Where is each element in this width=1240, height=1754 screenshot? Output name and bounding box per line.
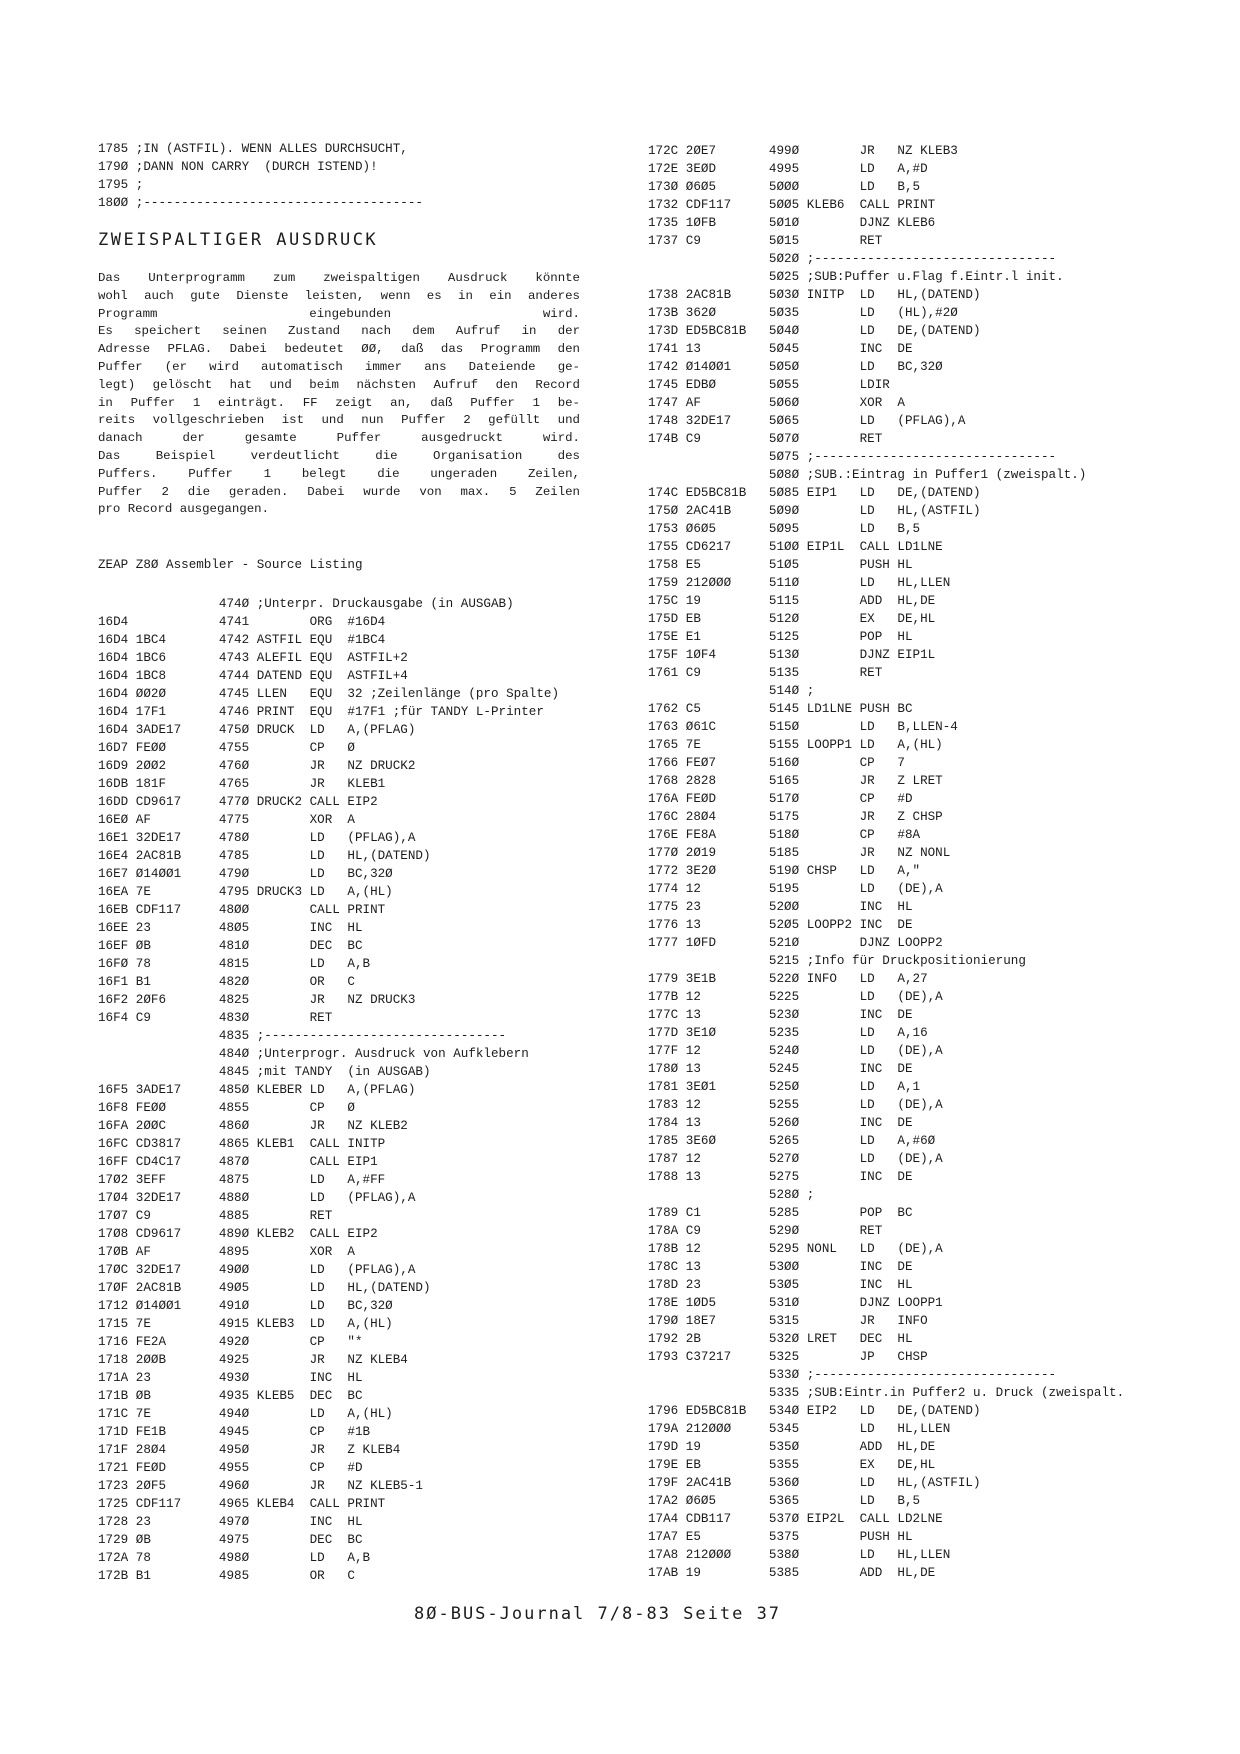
code-line: 1787 12 527Ø LD (DE),A	[648, 1152, 943, 1166]
code-line: 474Ø ;Unterpr. Druckausgabe (in AUSGAB)	[98, 597, 514, 611]
intro-comment-block	[98, 140, 423, 212]
code-line: 178A C9 529Ø RET	[648, 1224, 883, 1238]
code-line: 1745 EDBØ 5Ø55 LDIR	[648, 378, 890, 392]
code-line: 1768 2828 5165 JR Z LRET	[648, 774, 943, 788]
code-line: 1715 7E 4915 KLEB3 LD A,(HL)	[98, 1317, 393, 1331]
code-line: 1741 13 5Ø45 INC DE	[648, 342, 913, 356]
code-line: 16DB 181F 4765 JR KLEB1	[98, 777, 386, 791]
code-line: 178C 13 53ØØ INC DE	[648, 1260, 913, 1274]
code-line: 177D 3E1Ø 5235 LD A,16	[648, 1026, 928, 1040]
code-line: 16F5 3ADE17 485Ø KLEBER LD A,(PFLAG)	[98, 1083, 416, 1097]
code-line: 1721 FEØD 4955 CP #D	[98, 1461, 363, 1475]
paragraph-line: Programm eingebunden wird.	[98, 306, 580, 321]
code-line: 178B 12 5295 NONL LD (DE),A	[648, 1242, 943, 1256]
code-line: 5215 ;Info für Druckpositionierung	[648, 954, 1026, 968]
code-line: 484Ø ;Unterprogr. Ausdruck von Aufklebern	[98, 1047, 529, 1061]
paragraph-line: Puffers. Puffer 1 belegt die ungeraden Zeilen,	[98, 466, 580, 481]
comment-line: 1785 ;IN (ASTFIL). WENN ALLES DURCHSUCHT,	[98, 142, 408, 156]
code-line: 4835 ;--------------------------------	[98, 1029, 507, 1043]
code-line: 1758 E5 51Ø5 PUSH HL	[648, 558, 913, 572]
code-line: 1759 212ØØØ 511Ø LD HL,LLEN	[648, 576, 951, 590]
paragraph-line: Das Unterprogramm zum zweispaltigen Ausdruck könnte	[98, 271, 580, 285]
code-line: 177C 13 523Ø INC DE	[648, 1008, 913, 1022]
code-line: 1788 13 5275 INC DE	[648, 1170, 913, 1184]
code-line: 172C 2ØE7 499Ø JR NZ KLEB3	[648, 144, 958, 158]
code-line: 1783 12 5255 LD (DE),A	[648, 1098, 943, 1112]
code-line: 1718 2ØØB 4925 JR NZ KLEB4	[98, 1353, 408, 1367]
code-line: 16D7 FEØØ 4755 CP Ø	[98, 741, 355, 755]
paragraph-line: Adresse PFLAG. Dabei bedeutet ØØ, daß das Programm den	[98, 342, 580, 357]
code-line: 533Ø ;--------------------------------	[648, 1368, 1057, 1382]
code-line: 5335 ;SUB:Eintr.in Puffer2 u. Druck (zweispalt.	[648, 1386, 1125, 1400]
section-heading: ZWEISPALTIGER AUSDRUCK	[98, 230, 379, 250]
code-line: 175D EB 512Ø EX DE,HL	[648, 612, 936, 626]
code-line: 1737 C9 5Ø15 RET	[648, 234, 883, 248]
code-line: 171C 7E 494Ø LD A,(HL)	[98, 1407, 393, 1421]
code-line: 17A2 Ø6Ø5 5365 LD B,5	[648, 1494, 921, 1508]
code-line: 16EF ØB 481Ø DEC BC	[98, 939, 363, 953]
code-line: 174B C9 5Ø7Ø RET	[648, 432, 883, 446]
paragraph-line: in Puffer 1 einträgt. FF zeigt an, daß Puffer 1 be-	[98, 395, 580, 410]
code-line: 1761 C9 5135 RET	[648, 666, 883, 680]
code-line: 17Ø8 CD9617 489Ø KLEB2 CALL EIP2	[98, 1227, 378, 1241]
code-line: 17ØF 2AC81B 49Ø5 LD HL,(DATEND)	[98, 1281, 431, 1295]
code-line: 528Ø ;	[648, 1188, 815, 1202]
code-line: 172E 3EØD 4995 LD A,#D	[648, 162, 928, 176]
code-line: 17ØB AF 4895 XOR A	[98, 1245, 355, 1259]
code-line: 17ØC 32DE17 49ØØ LD (PFLAG),A	[98, 1263, 416, 1277]
code-line: 171B ØB 4935 KLEB5 DEC BC	[98, 1389, 363, 1403]
code-line: 1784 13 526Ø INC DE	[648, 1116, 913, 1130]
code-line: 179A 212ØØØ 5345 LD HL,LLEN	[648, 1422, 951, 1436]
assembler-title: ZEAP Z8Ø Assembler - Source Listing	[98, 558, 363, 572]
code-line: 1793 C37217 5325 JP CHSP	[648, 1350, 928, 1364]
code-line: 16F1 B1 482Ø OR C	[98, 975, 355, 989]
code-line: 177B 12 5225 LD (DE),A	[648, 990, 943, 1004]
code-line: 175F 1ØF4 513Ø DJNZ EIP1L	[648, 648, 936, 662]
code-line: 171A 23 493Ø INC HL	[98, 1371, 363, 1385]
code-line: 16E7 Ø14ØØ1 479Ø LD BC,32Ø	[98, 867, 393, 881]
code-line: 1738 2AC81B 5Ø3Ø INITP LD HL,(DATEND)	[648, 288, 981, 302]
right-source-listing	[648, 142, 1124, 1582]
code-line: 175E E1 5125 POP HL	[648, 630, 913, 644]
code-line: 17A4 CDB117 537Ø EIP2L CALL LD2LNE	[648, 1512, 943, 1526]
code-line: 179Ø 18E7 5315 JR INFO	[648, 1314, 928, 1328]
code-line: 172B B1 4985 OR C	[98, 1569, 355, 1583]
code-line: 1774 12 5195 LD (DE),A	[648, 882, 943, 896]
code-line: 1779 3E1B 522Ø INFO LD A,27	[648, 972, 928, 986]
code-line: 1747 AF 5Ø6Ø XOR A	[648, 396, 905, 410]
code-line: 174C ED5BC81B 5Ø85 EIP1 LD DE,(DATEND)	[648, 486, 981, 500]
code-line: 16FC CD3817 4865 KLEB1 CALL INITP	[98, 1137, 386, 1151]
code-line: 5Ø75 ;--------------------------------	[648, 450, 1057, 464]
paragraph-line: Puffer (er wird automatisch immer ans Dateiende ge-	[98, 359, 580, 374]
code-line: 514Ø ;	[648, 684, 815, 698]
code-line: 176C 28Ø4 5175 JR Z CHSP	[648, 810, 943, 824]
code-line: 16FF CD4C17 487Ø CALL EIP1	[98, 1155, 378, 1169]
code-line: 1763 Ø61C 515Ø LD B,LLEN-4	[648, 720, 958, 734]
code-line: 1766 FEØ7 516Ø CP 7	[648, 756, 905, 770]
code-line: 1725 CDF117 4965 KLEB4 CALL PRINT	[98, 1497, 386, 1511]
code-line: 16E1 32DE17 478Ø LD (PFLAG),A	[98, 831, 416, 845]
code-line: 177F 12 524Ø LD (DE),A	[648, 1044, 943, 1058]
paragraph-line: Das Beispiel verdeutlicht die Organisation des	[98, 448, 580, 463]
code-line: 1753 Ø6Ø5 5Ø95 LD B,5	[648, 522, 921, 536]
code-line: 1775 23 52ØØ INC HL	[648, 900, 913, 914]
comment-line: 18ØØ ;-------------------------------------	[98, 196, 423, 210]
paragraph-line: legt) gelöscht hat und beim nächsten Aufruf den Record	[98, 377, 580, 392]
code-line: 1732 CDF117 5ØØ5 KLEB6 CALL PRINT	[648, 198, 936, 212]
paragraph-line: pro Record ausgegangen.	[98, 502, 270, 517]
code-line: 1762 C5 5145 LD1LNE PUSH BC	[648, 702, 913, 716]
code-line: 179E EB 5355 EX DE,HL	[648, 1458, 936, 1472]
code-line: 17A8 212ØØØ 538Ø LD HL,LLEN	[648, 1548, 951, 1562]
code-line: 1729 ØB 4975 DEC BC	[98, 1533, 363, 1547]
code-line: 1785 3E6Ø 5265 LD A,#6Ø	[648, 1134, 936, 1148]
comment-line: 1795 ;	[98, 178, 144, 192]
paragraph-line: wohl auch gute Dienste leisten, wenn es in ein anderes	[98, 288, 580, 303]
code-line: 1765 7E 5155 LOOPP1 LD A,(HL)	[648, 738, 943, 752]
code-line: 176A FEØD 517Ø CP #D	[648, 792, 913, 806]
code-line: 16D4 17F1 4746 PRINT EQU #17F1 ;für TANDY L-Printer	[98, 705, 544, 719]
code-line: 1772 3E2Ø 519Ø CHSP LD A,"	[648, 864, 921, 878]
code-line: 1723 2ØF5 496Ø JR NZ KLEB5-1	[98, 1479, 423, 1493]
code-line: 17Ø4 32DE17 488Ø LD (PFLAG),A	[98, 1191, 416, 1205]
code-line: 16FØ 78 4815 LD A,B	[98, 957, 371, 971]
code-line: 1781 3EØ1 525Ø LD A,1	[648, 1080, 921, 1094]
code-line: 176E FE8A 518Ø CP #8A	[648, 828, 921, 842]
code-line: 16EA 7E 4795 DRUCK3 LD A,(HL)	[98, 885, 393, 899]
code-line: 171D FE1B 4945 CP #1B	[98, 1425, 371, 1439]
code-line: 16D4 1BC8 4744 DATEND EQU ASTFIL+4	[98, 669, 408, 683]
code-line: 172A 78 498Ø LD A,B	[98, 1551, 371, 1565]
code-line: 177Ø 2Ø19 5185 JR NZ NONL	[648, 846, 951, 860]
paragraph-line: Puffer 2 die geraden. Dabei wurde von max. 5 Zeilen	[98, 484, 580, 499]
code-line: 173D ED5BC81B 5Ø4Ø LD DE,(DATEND)	[648, 324, 981, 338]
code-line: 1796 ED5BC81B 534Ø EIP2 LD DE,(DATEND)	[648, 1404, 981, 1418]
code-line: 1728 23 497Ø INC HL	[98, 1515, 363, 1529]
code-line: 16D4 1BC6 4743 ALEFIL EQU ASTFIL+2	[98, 651, 408, 665]
code-line: 17A7 E5 5375 PUSH HL	[648, 1530, 913, 1544]
code-line: 16FA 2ØØC 486Ø JR NZ KLEB2	[98, 1119, 408, 1133]
code-line: 17AB 19 5385 ADD HL,DE	[648, 1566, 936, 1580]
code-line: 1716 FE2A 492Ø CP "*	[98, 1335, 363, 1349]
code-line: 16DD CD9617 477Ø DRUCK2 CALL EIP2	[98, 795, 378, 809]
code-line: 178E 1ØD5 531Ø DJNZ LOOPP1	[648, 1296, 943, 1310]
code-line: 16D4 3ADE17 475Ø DRUCK LD A,(PFLAG)	[98, 723, 416, 737]
code-line: 16D4 1BC4 4742 ASTFIL EQU #1BC4	[98, 633, 386, 647]
page-footer: 8Ø-BUS-Journal 7/8-83 Seite 37	[414, 1604, 782, 1624]
left-source-listing	[98, 595, 559, 1585]
code-line: 175C 19 5115 ADD HL,DE	[648, 594, 936, 608]
code-line: 1792 2B 532Ø LRET DEC HL	[648, 1332, 913, 1346]
code-line: 173Ø Ø6Ø5 5ØØØ LD B,5	[648, 180, 921, 194]
code-line: 4845 ;mit TANDY (in AUSGAB)	[98, 1065, 431, 1079]
code-line: 179D 19 535Ø ADD HL,DE	[648, 1440, 936, 1454]
code-line: 16E4 2AC81B 4785 LD HL,(DATEND)	[98, 849, 431, 863]
code-line: 1748 32DE17 5Ø65 LD (PFLAG),A	[648, 414, 966, 428]
code-line: 17Ø7 C9 4885 RET	[98, 1209, 333, 1223]
code-line: 16F2 2ØF6 4825 JR NZ DRUCK3	[98, 993, 416, 1007]
code-line: 1776 13 52Ø5 LOOPP2 INC DE	[648, 918, 913, 932]
code-line: 1735 1ØFB 5Ø1Ø DJNZ KLEB6	[648, 216, 936, 230]
code-line: 171F 28Ø4 495Ø JR Z KLEB4	[98, 1443, 401, 1457]
comment-line: 179Ø ;DANN NON CARRY (DURCH ISTEND)!	[98, 160, 378, 174]
code-line: 178Ø 13 5245 INC DE	[648, 1062, 913, 1076]
code-line: 16EB CDF117 48ØØ CALL PRINT	[98, 903, 386, 917]
code-line: 1712 Ø14ØØ1 491Ø LD BC,32Ø	[98, 1299, 393, 1313]
code-line: 5Ø25 ;SUB:Puffer u.Flag f.Eintr.l init.	[648, 270, 1064, 284]
code-line: 16F8 FEØØ 4855 CP Ø	[98, 1101, 355, 1115]
code-line: 1742 Ø14ØØ1 5Ø5Ø LD BC,32Ø	[648, 360, 943, 374]
code-line: 178D 23 53Ø5 INC HL	[648, 1278, 913, 1292]
code-line: 16D4 ØØ2Ø 4745 LLEN EQU 32 ;Zeilenlänge (pro Spalte)	[98, 687, 560, 701]
code-line: 16F4 C9 483Ø RET	[98, 1011, 333, 1025]
paragraph-line: Es speichert seinen Zustand nach dem Aufruf in der	[98, 324, 580, 339]
description-paragraph	[98, 270, 580, 519]
code-line: 16D4 4741 ORG #16D4	[98, 615, 386, 629]
code-line: 16EØ AF 4775 XOR A	[98, 813, 355, 827]
code-line: 1789 C1 5285 POP BC	[648, 1206, 913, 1220]
code-line: 179F 2AC41B 536Ø LD HL,(ASTFIL)	[648, 1476, 981, 1490]
code-line: 1755 CD6217 51ØØ EIP1L CALL LD1LNE	[648, 540, 943, 554]
code-line: 16EE 23 48Ø5 INC HL	[98, 921, 363, 935]
code-line: 5Ø2Ø ;--------------------------------	[648, 252, 1057, 266]
code-line: 17Ø2 3EFF 4875 LD A,#FF	[98, 1173, 386, 1187]
code-line: 173B 362Ø 5Ø35 LD (HL),#2Ø	[648, 306, 958, 320]
code-line: 16D9 2ØØ2 476Ø JR NZ DRUCK2	[98, 759, 416, 773]
code-line: 1777 1ØFD 521Ø DJNZ LOOPP2	[648, 936, 943, 950]
paragraph-line: danach der gesamte Puffer ausgedruckt wird.	[98, 431, 580, 446]
code-line: 175Ø 2AC41B 5Ø9Ø LD HL,(ASTFIL)	[648, 504, 981, 518]
paragraph-line: reits vollgeschrieben ist und nun Puffer 2 gefüllt und	[98, 413, 580, 428]
code-line: 5Ø8Ø ;SUB.:Eintrag in Puffer1 (zweispalt.)	[648, 468, 1087, 482]
